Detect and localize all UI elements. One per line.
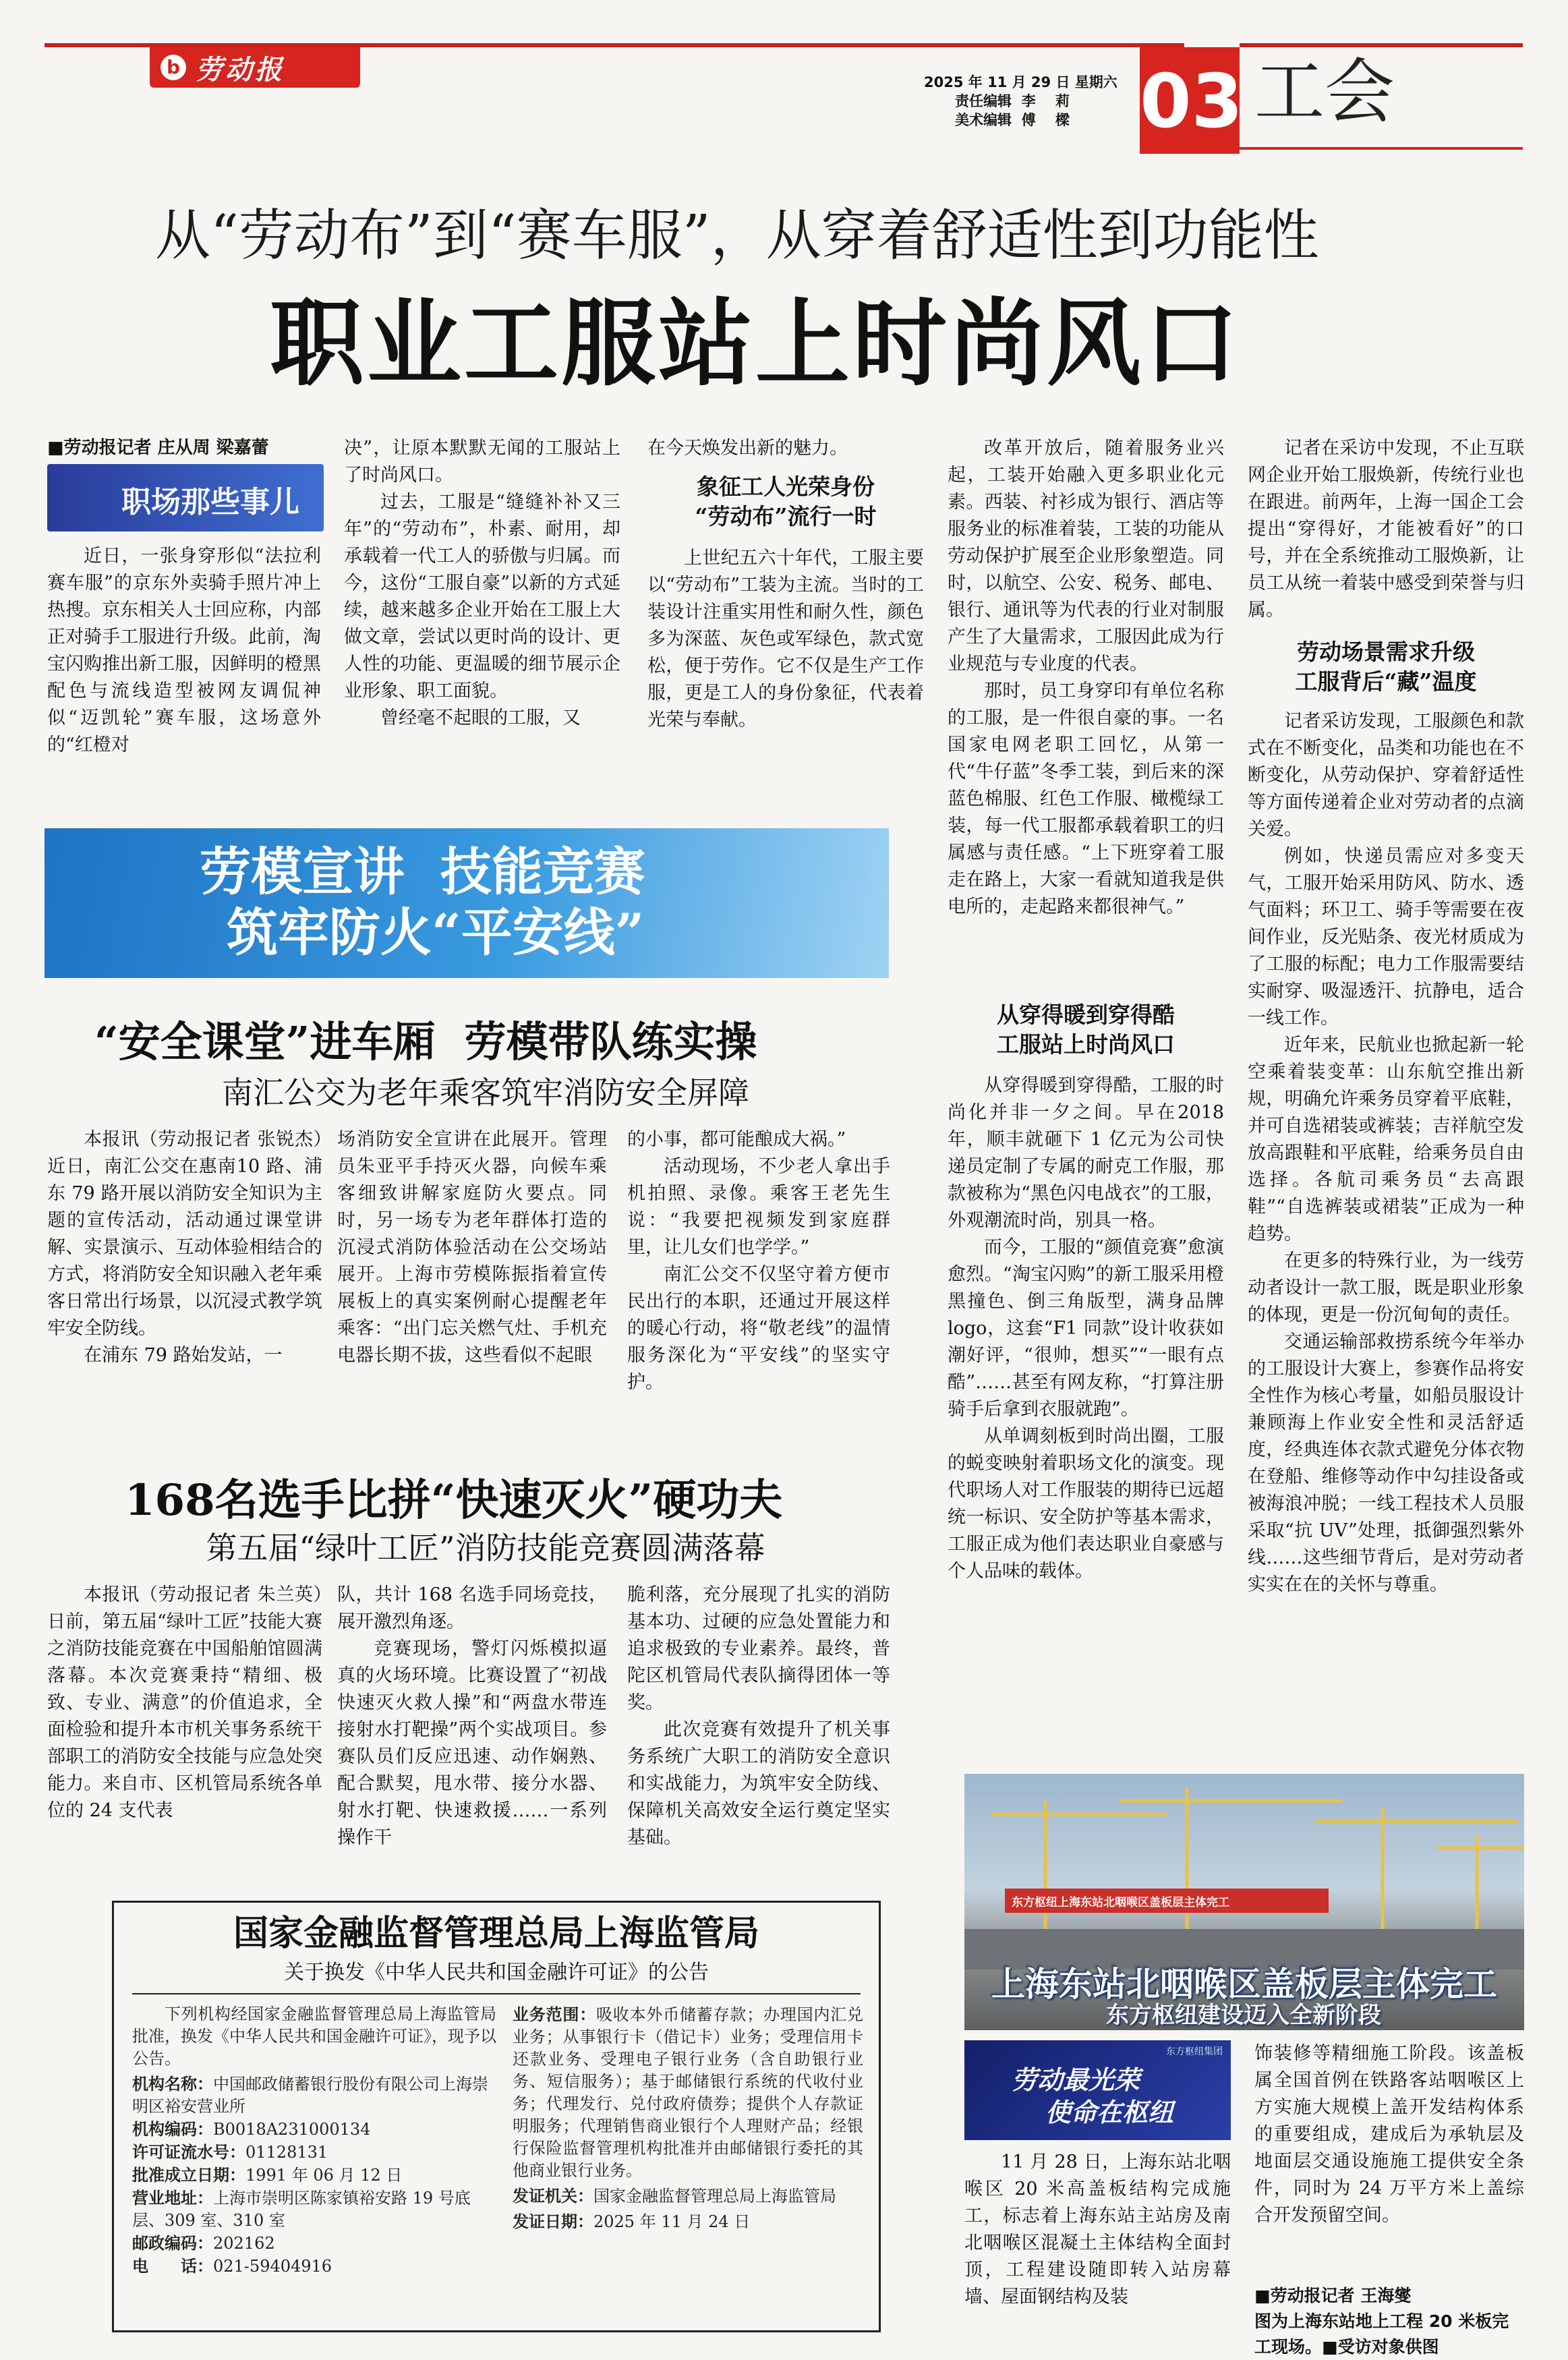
art-editor-line: 美术编辑 傅 樑 [955,112,1070,128]
paragraph: 近年来，民航业也掀起新一轮空乘着装变革：山东航空推出新规，明确允许乘务员穿着平底鞋，并可自选裙装或裤装；吉祥航空发放高跟鞋和平底鞋，给乘务员自由选择。各航司乘务员“去高跟鞋”“自选裤装或裙装”正成为一种趋势。 [1248,1035,1524,1244]
field-label: 营业地址： [132,2188,213,2208]
section-rule [1240,43,1523,47]
photo-caption: 图为上海东站地上工程 20 米板完工现场。■受访对象供图 [1254,2311,1509,2357]
paragraph: 此次竞赛有效提升了机关事务系统广大职工的消防安全意识和实战能力，为筑牢安全防线、保障机关高效安全运行奠定坚实基础。 [627,1719,890,1848]
article3-subtitle: 第五届“绿叶工匠”消防技能竞赛圆满落幕 [206,1530,765,1566]
paragraph: 南汇公交不仅坚守着方便市民出行的本职，还通过开展这样的暖心行动，将“敬老线”的温情服务深化为“平安线”的坚实守护。 [627,1264,890,1393]
paragraph: 交通运输部救捞系统今年举办的工服设计大赛上，参赛作品将安全性作为核心考量，如船员服设计兼顾海上作业安全性和灵活舒适度，经典连体衣款式避免分体衣物在登船、维修等动作中勾挂设备或被海浪冲脱；一线工程技术人员服采取“抗 UV”处理，抵御强烈紫外线……这些细节背后，是对劳动者实实在在的关怀与尊重。 [1248,1331,1524,1595]
notice-left [132,2003,496,2278]
subhead-2: 从穿得暖到穿得酷 工服站上时尚风口 [997,1002,1175,1058]
field-label: 许可证流水号： [132,2142,245,2162]
field-value: 202162 [213,2234,275,2253]
field-value: B0018A231000134 [213,2120,371,2139]
paragraph: 的小事，都可能酿成大祸。” [627,1129,846,1150]
notice-field [132,2255,496,2278]
paragraph: 从单调刻板到时尚出圈，工服的蜕变映射着职场文化的演变。现代职场人对工作服装的期待已远超统一标识、安全防护等基本需求，工服正成为他们表达职业自豪感与个人品味的载体。 [948,1426,1224,1582]
paragraph: 那时，员工身穿印有单位名称的工服，是一件很自豪的事。一名国家电网老职工回忆，从第一代“牛仔蓝”冬季工装，到后来的深蓝色棉服、红色工作服、橄榄绿工装，每一代工服都承载着职工的归属感与责任感。“上下班穿着工服走在路上，大家一看就知道我是供电所的，走起路来都很神气。” [948,681,1224,917]
headline-kicker: 从“劳动布”到“赛车服”，从穿着舒适性到功能性 [155,204,1319,268]
paragraph: 在浦东 79 路始发站，一 [84,1345,283,1366]
notice-date [513,2210,863,2233]
field-value: 2025 年 11 月 24 日 [593,2212,751,2231]
paragraph: 过去，工服是“缝缝补补又三年”的“劳动布”，朴素、耐用，却承载着一代工人的骄傲与归属。而今，这份“工服自豪”以新的方式延续，越来越多企业开始在工服上大做文章，尝试以更时尚的设计、更人性的功能、更温暖的细节展示企业形象、职工面貌。 [344,492,620,701]
notice-field [132,2141,496,2164]
notice-field [132,2187,496,2232]
article2-title: “安全课堂”进车厢 劳模带队练实操 [94,1017,757,1066]
field-label: 发证日期： [513,2212,593,2231]
byline: ■劳动报记者 庄从周 梁嘉蕾 [47,438,269,458]
article2-col-1 [47,1126,322,1369]
paragraph: 脆利落，充分展现了扎实的消防基本功、过硬的应急处置能力和追求极致的专业素养。最终，普陀区机管局代表队摘得团体一等奖。 [627,1584,890,1713]
field-value: 中国邮政储蓄银行股份有限公司上海崇明区裕安营业所 [132,2075,488,2116]
main-col-3 [647,435,924,462]
paragraph: 场消防安全宣讲在此展开。管理员朱亚平手持灭火器，向候车乘客细致讲解家庭防火要点。同时，另一场专为老年群体打造的沉浸式消防体验活动在公交场站展开。上海市劳模陈振指着宣传展板上的真实案例耐心提醒老年乘客：“出门忘关燃气灶、手机充电器长期不拔，这些看似不起眼 [337,1129,607,1366]
paragraph: 记者在采访中发现，不止互联网企业开始工服焕新，传统行业也在跟进。前两年，上海一国企工会提出“穿得好，才能被看好”的口号，并在全系统推动工服焕新，让员工从统一着装中感受到荣誉与归属。 [1248,438,1524,621]
notice-divider [132,1993,861,1994]
paragraph: 在今天焕发出新的魅力。 [647,438,848,459]
paragraph: 从穿得暖到穿得酷，工服的时尚化并非一夕之间。早在2018 年，顺丰就砸下 1 亿元为公司快递员定制了专属的耐克工作服，那款被称为“黑色闪电战衣”的工服，外观潮流时尚，别具一格。 [948,1075,1224,1231]
main-col-5b [1248,708,1524,1599]
section-underline [1240,147,1523,150]
notice-title: 关于换发《中华人民共和国金融许可证》的公告 [284,1961,709,1984]
article2-col-2 [337,1126,607,1369]
article3-col-2 [337,1582,607,1851]
paragraph: 队，共计 168 名选手同场竞技，展开激烈角逐。 [337,1584,607,1632]
headline-title: 职业工服站上时尚风口 [270,289,1242,399]
paragraph: 而今，工服的“颜值竞赛”愈演愈烈。“淘宝闪购”的新工服采用橙黑撞色、倒三角版型，满身品牌 logo，这套“F1 同款”设计收获如潮好评，“很帅，想买”“一眼有点酷”……甚至有网友称，“打算注册骑手后拿到衣服就跑”。 [948,1237,1224,1420]
field-label: 机构编码： [132,2119,213,2139]
article3-title: 168名选手比拼“快速灭火”硬功夫 [125,1475,783,1526]
editor-line: 责任编辑 李 莉 [955,93,1070,109]
notice-field [132,2232,496,2255]
paragraph: 例如，快递员需应对多变天气，工服开始采用防风、防水、透气面料；环卫工、骑手等需要在夜间作业，反光贴条、夜光材质成为了工服的标配；电力工作服需要结实耐穿、吸湿透汗、抗静电，适合一线工作。 [1248,846,1524,1029]
paragraph: 本报讯（劳动报记者 朱兰英）日前，第五届“绿叶工匠”技能大赛之消防技能竞赛在中国船舶馆圆满落幕。本次竞赛秉持“精细、极致、专业、满意”的价值追求，全面检验和提升本市机关事务系统干部职工的消防安全技能与应急处突能力。来自市、区机管局系统各单位的 24 支代表 [47,1584,322,1821]
notice-scope [513,2003,863,2182]
notice-field [132,2164,496,2187]
paragraph: 活动现场，不少老人拿出手机拍照、录像。乘客王老先生说：“我要把视频发到家庭群里，让儿女们也学学。” [627,1156,890,1258]
field-label: 发证机关： [513,2186,593,2206]
paragraph: 11 月 28 日，上海东站北咽喉区 20 米高盖板结构完成施工，标志着上海东站主站房及南北咽喉区混凝土主体结构全面封顶，工程建设随即转入站房幕墙、屋面钢结构及装 [964,2152,1231,2307]
banner [45,828,889,978]
paragraph: 在更多的特殊行业，为一线劳动者设计一款工服，既是职业形象的体现，更是一份沉甸甸的责任。 [1248,1250,1524,1325]
field-label: 业务范围： [513,2005,596,2024]
main-col-4b [948,1072,1224,1585]
thumbnail-image [964,2040,1231,2140]
notice-right [513,2003,863,2233]
field-value: 国家金融监督管理总局上海监管局 [593,2187,836,2206]
field-label: 邮政编码： [132,2233,213,2253]
thumb-line-2: 使命在枢纽 [1045,2097,1174,2127]
photo-credit: ■劳动报记者 王海燮 [1254,2286,1412,2305]
article3-col-3 [627,1582,890,1851]
logo-badge [150,47,360,88]
notice-org: 国家金融监督管理总局上海监管局 [233,1913,759,1954]
notice-issuer [513,2185,863,2208]
field-label: 电 话： [132,2256,213,2276]
main-col-2 [344,435,620,732]
banner-line-1: 劳模宣讲 技能竞赛 [200,842,645,902]
subhead-3: 劳动场景需求升级 工服背后“藏”温度 [1295,639,1477,695]
main-col-3b [647,545,924,734]
logo-icon: b [161,55,186,80]
thumb-header: 东方枢纽集团 [1166,2046,1223,2057]
notice-intro: 下列机构经国家金融监督管理总局上海监管局批准，换发《中华人民共和国金融许可证》，现予以公告。 [132,2005,496,2068]
photo-col-1 [964,2149,1231,2311]
paragraph: 竞赛现场，警灯闪烁模拟逼真的火场环境。比赛设置了“初战快速灭火救人操”和“两盘水带连接射水打靶操”两个实战项目。参赛队员们反应迅速、动作娴熟、配合默契，甩水带、接分水器、射水打靶、快速救援……一系列操作干 [337,1638,607,1848]
paragraph: 上世纪五六十年代，工服主要以“劳动布”工装为主流。当时的工装设计注重实用性和耐久性，颜色多为深蓝、灰色或军绿色，款式宽松，便于劳作。它不仅是生产工作服，更是工人的身份象征，代表着光荣与奉献。 [647,548,924,730]
article2-subtitle: 南汇公交为老年乘客筑牢消防安全屏障 [222,1074,749,1111]
paragraph: 记者采访发现，工服颜色和款式在不断变化，品类和功能也在不断变化，从劳动保护、穿着舒适性等方面传递着企业对劳动者的点滴关爱。 [1248,711,1524,840]
field-value: 01128131 [245,2143,328,2162]
main-col-1 [47,543,321,759]
main-col-5 [1248,435,1524,624]
date-line: 2025 年 11 月 29 日 星期六 [924,74,1117,90]
field-value: 1991 年 06 月 12 日 [245,2166,403,2185]
logo-text: 劳动报 [196,53,285,86]
paragraph: 曾经毫不起眼的工服，又 [380,708,581,728]
paragraph: 近日，一张身穿形似“法拉利赛车服”的京东外卖骑手照片冲上热搜。京东相关人士回应称，内部正对骑手工服进行升级。此前，淘宝闪购推出新工服，因鲜明的橙黑配色与流线造型被网友调侃神似“迈凯轮”赛车服，这场意外的“红橙对 [47,546,321,755]
paragraph: 本报讯（劳动报记者 张锐杰）近日，南汇公交在惠南10 路、浦东 79 路开展以消防安全知识为主题的宣传活动，活动通过课堂讲解、实景演示、互动体验相结合的方式，将消防安全知识融入老年乘客日常出行场景，以沉浸式教学筑牢安全防线。 [47,1129,322,1339]
column-logo-text: 职场那些事儿 [121,485,299,519]
column-logo [47,464,324,531]
thumb-line-1: 劳动最光荣 [1012,2065,1140,2095]
paragraph: 决”，让原本默默无闻的工服站上了时尚风口。 [344,438,620,486]
notice-field [132,2073,496,2118]
field-value: 021-59404916 [213,2257,332,2276]
paragraph: 改革开放后，随着服务业兴起，工装开始融入更多职业化元素。西装、衬衫成为银行、酒店等服务业的标准着装，工装的功能从劳动保护扩展至企业形象塑造。同时，以航空、公安、税务、邮电、银行、通讯等为代表的行业对制服产生了大量需求，工服因此成为行业规范与专业度的代表。 [948,438,1224,674]
photo-subtitle: 东方枢纽建设迈入全新阶段 [1106,2002,1381,2029]
field-value: 吸收本外币储蓄存款；办理国内汇兑业务；从事银行卡（借记卡）业务；受理信用卡还款业务、受理电子银行业务（含自助银行业务、短信服务）；基于邮储银行系统的代收付业务；代理发行、兑付政府债券；提供个人存款证明服务；代理销售商业银行个人理财产品；经银行保险监督管理机构批准并由邮储银行委托的其他商业银行业务。 [513,2005,863,2180]
paragraph: 饰装修等精细施工阶段。该盖板属全国首例在铁路客站咽喉区上方实施大规模上盖开发结构体系的重要组成，建成后为承轨层及地面层交通设施施工提供安全条件，同时为 24 万平方米上盖综合开发预留空间。 [1254,2043,1524,2226]
section-name: 工会 [1254,51,1395,133]
field-label: 机构名称： [132,2074,213,2094]
page-number: 03 [1140,58,1244,144]
site-banner: 东方枢纽上海东站北咽喉区盖板层主体完工 [1012,1896,1229,1909]
banner-line-2: 筑牢防火“平安线” [227,902,645,962]
notice-field [132,2118,496,2141]
subhead-1: 象征工人光荣身份 “劳动布”流行一时 [695,473,877,529]
field-value: 上海市崇明区陈家镇裕安路 19 号底层、309 室、310 室 [132,2189,471,2230]
article2-col-3 [627,1126,890,1396]
article3-col-1 [47,1582,322,1824]
photo-col-2 [1254,2040,1524,2229]
photo-title: 上海东站北咽喉区盖板层主体完工 [991,1964,1497,2004]
construction-photo [964,1774,1524,2030]
field-label: 批准成立日期： [132,2165,245,2185]
main-col-4 [948,435,1224,921]
